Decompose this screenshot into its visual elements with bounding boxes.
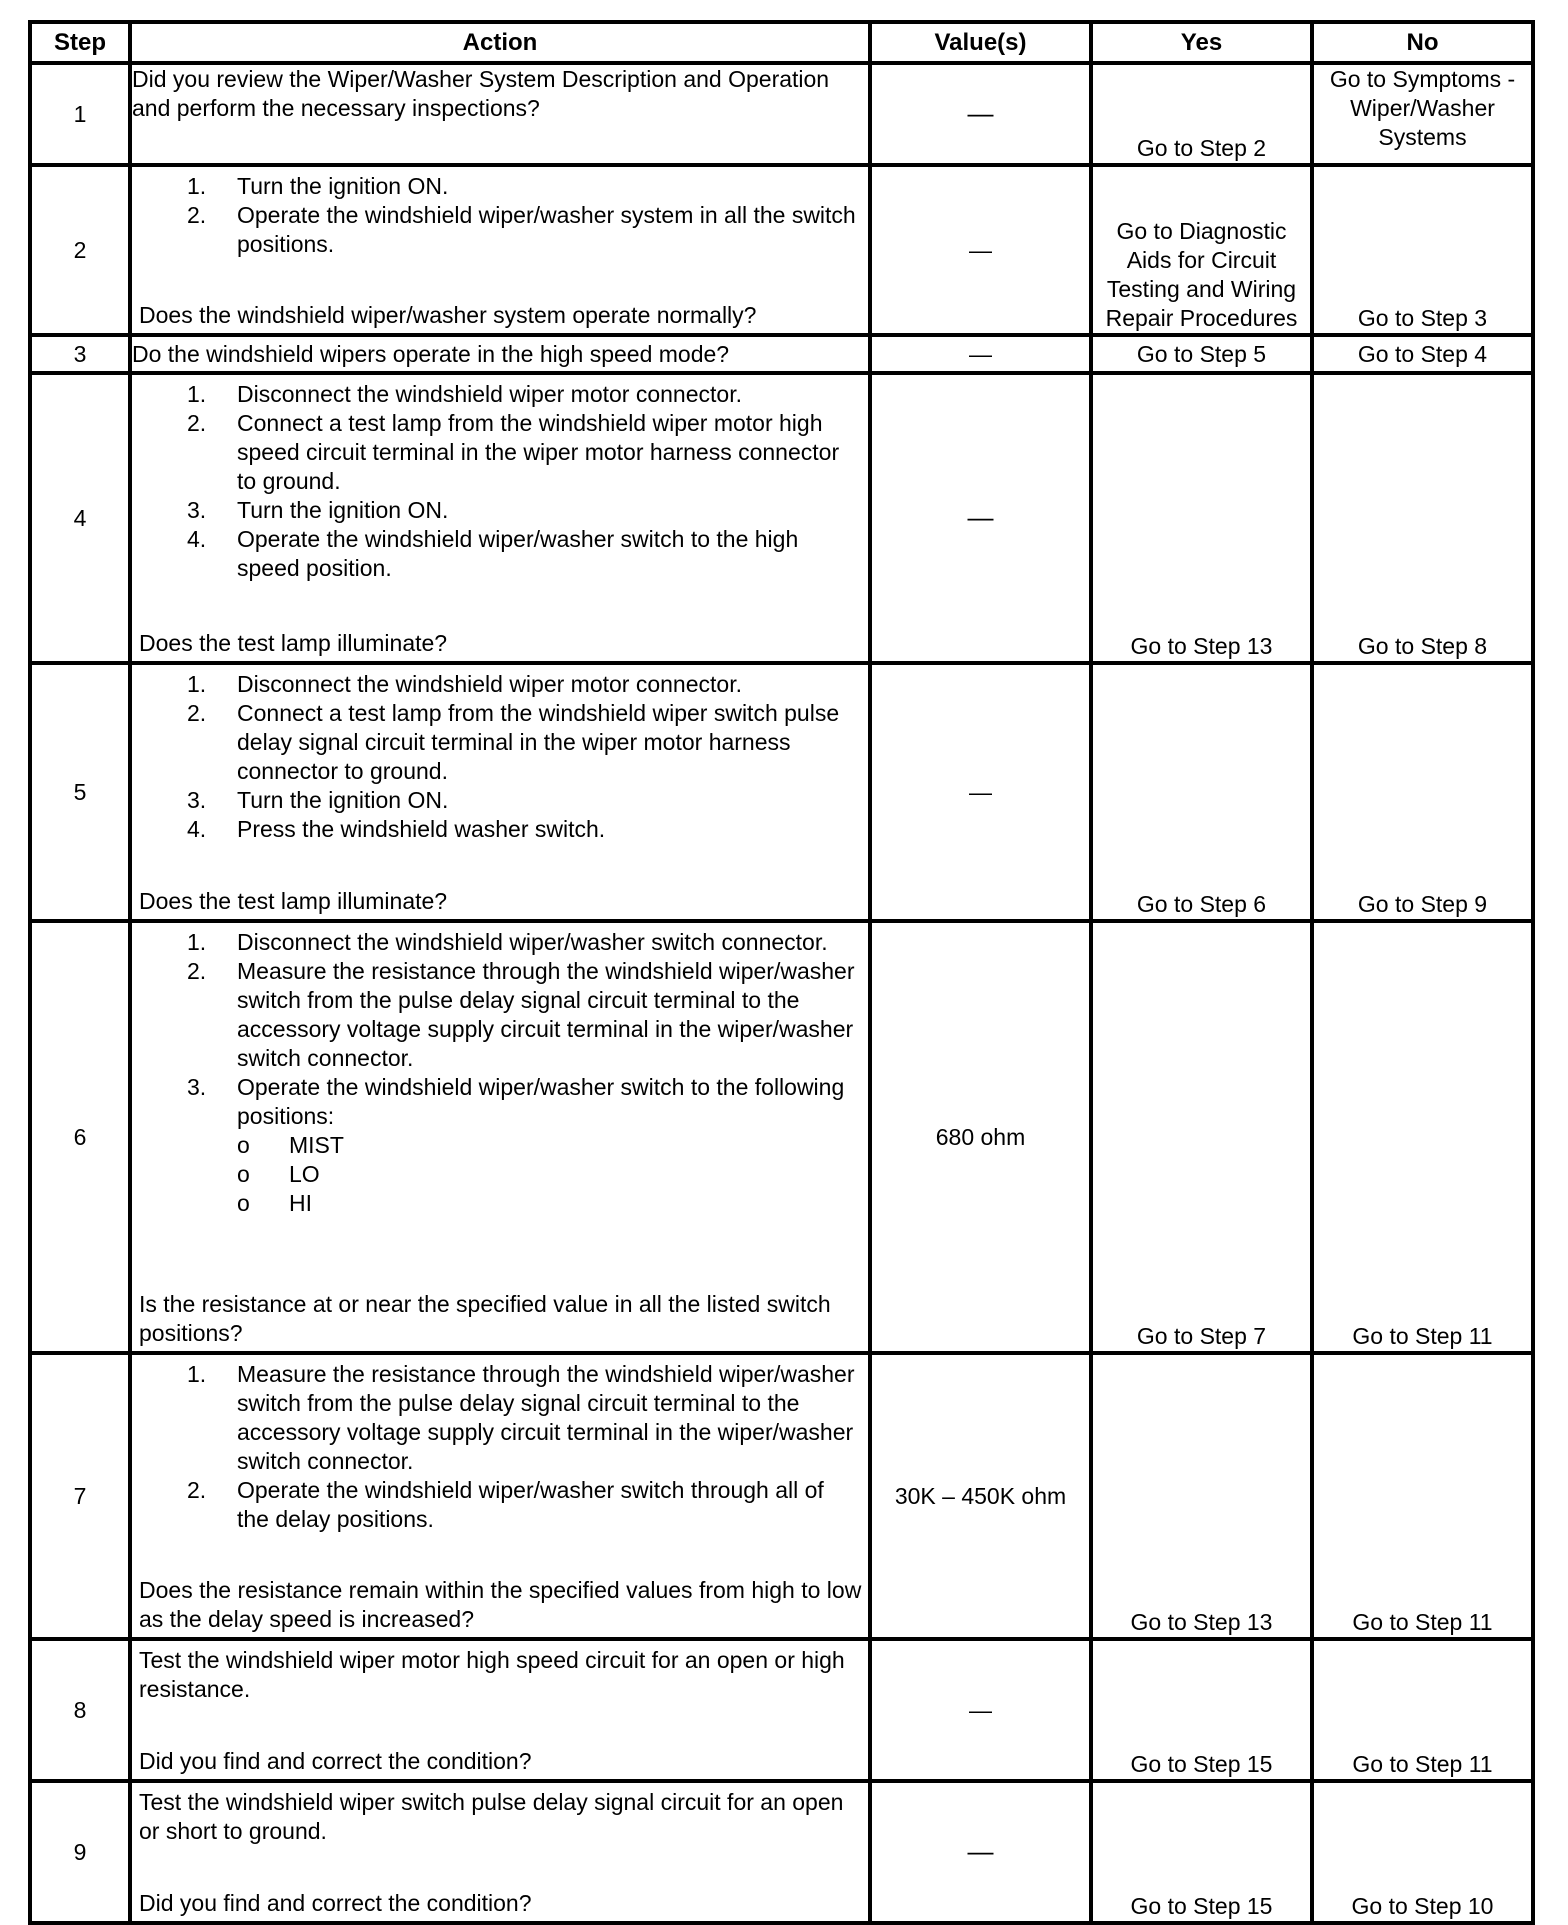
action-question: Did you find and correct the condition? <box>139 1748 532 1774</box>
step-index: 3. <box>187 787 207 813</box>
diagnostic-table <box>28 20 1535 1925</box>
header-step: Step <box>30 22 130 63</box>
step-number: 2 <box>30 165 130 335</box>
value-text: — <box>969 340 992 367</box>
step-text: Operate the windshield wiper/washer switch to the high speed position. <box>237 526 799 581</box>
value-cell <box>870 63 1091 165</box>
bullet: o <box>237 1132 250 1158</box>
step-index: 2. <box>187 700 207 726</box>
step-index: 1. <box>187 929 207 955</box>
step-text: Connect a test lamp from the windshield wiper motor high speed circuit terminal in the wiper motor harness connector to ground. <box>237 410 840 494</box>
no-cell: Go to Step 8 <box>1312 373 1533 663</box>
yes-cell: Go to Step 13 <box>1091 1353 1312 1639</box>
no-cell: Go to Step 11 <box>1312 921 1533 1353</box>
value-cell <box>870 1353 1091 1639</box>
action-cell <box>130 663 870 921</box>
step-number: 4 <box>30 373 130 663</box>
step-index: 1. <box>187 1361 207 1387</box>
value-cell <box>870 663 1091 921</box>
step-index: 4. <box>187 526 207 552</box>
action-step <box>187 1476 862 1534</box>
position-list <box>139 1131 862 1218</box>
action-steps <box>139 172 862 259</box>
step-text: Operate the windshield wiper/washer system in all the switch positions. <box>237 202 856 257</box>
step-index: 2. <box>187 1477 207 1503</box>
value-cell <box>870 921 1091 1353</box>
action-cell <box>130 373 870 663</box>
action-step <box>187 957 862 1073</box>
action-step <box>187 380 862 409</box>
value-text: — <box>969 1696 992 1723</box>
no-cell: Go to Step 11 <box>1312 1639 1533 1781</box>
table-row <box>30 1781 1533 1923</box>
table-row <box>30 663 1533 921</box>
step-index: 2. <box>187 202 207 228</box>
list-item <box>237 1160 862 1189</box>
step-index: 4. <box>187 816 207 842</box>
action-cell <box>130 1353 870 1639</box>
action-question: Did you find and correct the condition? <box>139 1890 532 1916</box>
yes-cell: Go to Step 2 <box>1091 63 1312 165</box>
value-text: 30K – 450K ohm <box>894 1482 1067 1509</box>
action-question: Does the test lamp illuminate? <box>139 630 448 656</box>
step-index: 3. <box>187 497 207 523</box>
step-number: 6 <box>30 921 130 1353</box>
yes-cell: Go to Step 7 <box>1091 921 1312 1353</box>
action-step <box>187 201 862 259</box>
step-text: Operate the windshield wiper/washer switch to the following positions: <box>237 1074 845 1129</box>
action-step <box>187 928 862 957</box>
table-row <box>30 63 1533 165</box>
step-number: 7 <box>30 1353 130 1639</box>
no-cell: Go to Step 10 <box>1312 1781 1533 1923</box>
step-index: 1. <box>187 381 207 407</box>
action-cell <box>130 1781 870 1923</box>
action-cell <box>130 165 870 335</box>
no-cell: Go to Step 9 <box>1312 663 1533 921</box>
action-steps <box>139 380 862 583</box>
step-text: Disconnect the windshield wiper motor connector. <box>237 381 742 407</box>
step-text: Connect a test lamp from the windshield wiper switch pulse delay signal circuit terminal in the wiper motor harness connector to ground. <box>237 700 840 784</box>
action-step <box>187 496 862 525</box>
position-text: LO <box>289 1161 320 1187</box>
step-index: 3. <box>187 1074 207 1100</box>
table-row <box>30 921 1533 1353</box>
yes-cell: Go to Step 15 <box>1091 1781 1312 1923</box>
table-row <box>30 1353 1533 1639</box>
bullet: o <box>237 1161 250 1187</box>
list-item <box>237 1131 862 1160</box>
step-number: 8 <box>30 1639 130 1781</box>
yes-cell: Go to Step 5 <box>1091 335 1312 373</box>
action-question: Do the windshield wipers operate in the high speed mode? <box>132 340 730 367</box>
action-step <box>187 525 862 583</box>
bullet: o <box>237 1190 250 1216</box>
yes-cell: Go to Step 13 <box>1091 373 1312 663</box>
action-question: Is the resistance at or near the specified value in all the listed switch positions? <box>139 1291 831 1346</box>
action-cell <box>130 63 870 165</box>
action-question: Does the windshield wiper/washer system operate normally? <box>139 302 757 328</box>
step-number: 1 <box>30 63 130 165</box>
action-question: Did you review the Wiper/Washer System Description and Operation and perform the necessary inspections? <box>132 66 830 121</box>
action-cell <box>130 1639 870 1781</box>
table-row <box>30 335 1533 373</box>
value-cell <box>870 373 1091 663</box>
list-item <box>237 1189 862 1218</box>
action-steps <box>139 1360 862 1534</box>
no-cell: Go to Symptoms - Wiper/Washer Systems <box>1312 63 1533 165</box>
action-step <box>187 670 862 699</box>
position-text: HI <box>289 1190 312 1216</box>
step-text: Press the windshield washer switch. <box>237 816 606 842</box>
value-text: — <box>967 502 994 532</box>
step-text: Turn the ignition ON. <box>237 497 449 523</box>
action-step <box>187 172 862 201</box>
table-row <box>30 1639 1533 1781</box>
value-cell <box>870 1781 1091 1923</box>
step-text: Turn the ignition ON. <box>237 787 449 813</box>
step-text: Disconnect the windshield wiper motor connector. <box>237 671 742 697</box>
yes-cell: Go to Step 6 <box>1091 663 1312 921</box>
step-text: Measure the resistance through the windshield wiper/washer switch from the pulse delay signal circuit terminal to the accessory voltage supply circuit terminal in the wiper/washer switch connector. <box>237 958 855 1071</box>
value-cell <box>870 335 1091 373</box>
no-cell: Go to Step 11 <box>1312 1353 1533 1639</box>
step-text: Operate the windshield wiper/washer switch through all of the delay positions. <box>237 1477 824 1532</box>
yes-cell: Go to Diagnostic Aids for Circuit Testing and Wiring Repair Procedures <box>1091 165 1312 335</box>
step-index: 2. <box>187 958 207 984</box>
step-text: Turn the ignition ON. <box>237 173 449 199</box>
step-index: 1. <box>187 173 207 199</box>
table-row <box>30 165 1533 335</box>
value-cell <box>870 1639 1091 1781</box>
step-number: 3 <box>30 335 130 373</box>
value-text: — <box>969 236 992 263</box>
step-text: Disconnect the windshield wiper/washer switch connector. <box>237 929 828 955</box>
action-instruction: Test the windshield wiper switch pulse delay signal circuit for an open or short to ground. <box>139 1789 844 1844</box>
yes-cell: Go to Step 15 <box>1091 1639 1312 1781</box>
action-step <box>187 409 862 496</box>
action-step <box>187 699 862 786</box>
action-question: Does the resistance remain within the specified values from high to low as the delay speed is increased? <box>139 1577 862 1632</box>
action-step <box>187 1360 862 1476</box>
value-text: — <box>967 98 994 128</box>
action-steps <box>139 928 862 1131</box>
step-text: Measure the resistance through the windshield wiper/washer switch from the pulse delay signal circuit terminal to the accessory voltage supply circuit terminal in the wiper/washer switch connector. <box>237 1361 855 1474</box>
value-text: 680 ohm <box>935 1123 1026 1150</box>
action-steps <box>139 670 862 844</box>
step-index: 2. <box>187 410 207 436</box>
position-text: MIST <box>289 1132 344 1158</box>
step-index: 1. <box>187 671 207 697</box>
action-step <box>187 786 862 815</box>
no-cell: Go to Step 4 <box>1312 335 1533 373</box>
no-cell: Go to Step 3 <box>1312 165 1533 335</box>
value-text: — <box>967 1836 994 1866</box>
action-question: Does the test lamp illuminate? <box>139 888 448 914</box>
header-values: Value(s) <box>870 22 1091 63</box>
table-row <box>30 373 1533 663</box>
action-step <box>187 1073 862 1131</box>
value-text: — <box>969 778 992 805</box>
value-cell <box>870 165 1091 335</box>
header-action: Action <box>130 22 870 63</box>
step-number: 5 <box>30 663 130 921</box>
header-row <box>30 22 1533 63</box>
step-number: 9 <box>30 1781 130 1923</box>
action-cell <box>130 921 870 1353</box>
action-cell <box>130 335 870 373</box>
header-yes: Yes <box>1091 22 1312 63</box>
action-instruction: Test the windshield wiper motor high speed circuit for an open or high resistance. <box>139 1647 845 1702</box>
action-step <box>187 815 862 844</box>
header-no: No <box>1312 22 1533 63</box>
